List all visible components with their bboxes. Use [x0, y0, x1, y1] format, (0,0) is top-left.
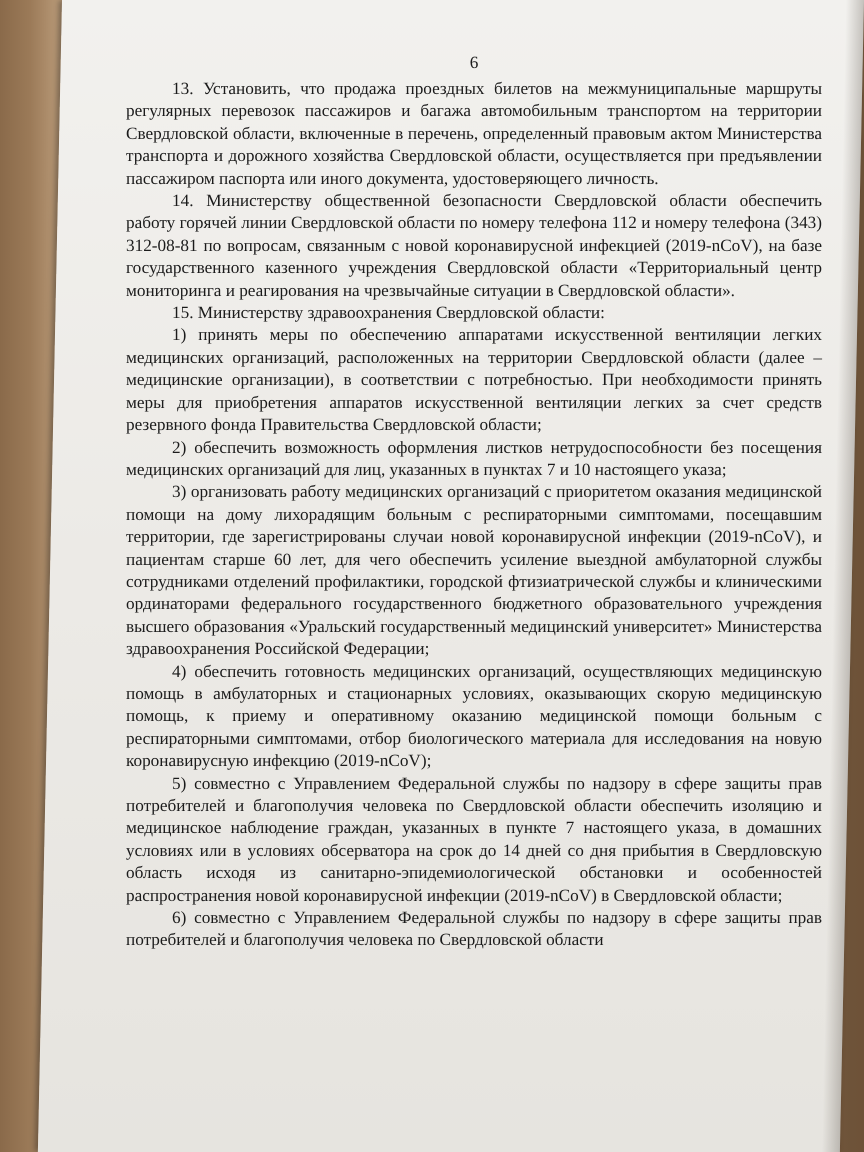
subitem-6: 6) совместно с Управлением Федеральной службы по надзору в сфере защиты прав потребителей и благополучия человека по Свердловской области [126, 908, 822, 950]
document-body [126, 52, 822, 952]
subitem-3: 3) организовать работу медицинских организаций с приоритетом оказания медицинской помощи на дому лихорадящим больным с респираторными симптомами, посещавшим территории, где зарегистрированы случаи новой коронавирусной инфекции (2019-nCoV), и пациентам старше 60 лет, для чего обеспечить усиление выездной амбулаторной службы сотрудниками отделений профилактики, городской фтизиатрической службы и клиническими ординаторами федерального государственного бюджетного образовательного учреждения высшего образования «Уральский государственный медицинский университет» Министерства здравоохранения Российской Федерации; [126, 482, 822, 659]
paragraph-14: 14. Министерству общественной безопасности Свердловской области обеспечить работу горячей линии Свердловской области по номеру телефона 112 и номеру телефона (343) 312-08-81 по вопросам, связанным с новой коронавирусной инфекцией (2019-nCoV), на базе государственного казенного учреждения Свердловской области «Территориальный центр мониторинга и реагирования на чрезвычайные ситуации в Свердловской области». [126, 191, 822, 300]
subitem-2: 2) обеспечить возможность оформления листков нетрудоспособности без посещения медицинских организаций для лиц, указанных в пунктах 7 и 10 настоящего указа; [126, 437, 822, 479]
paragraph-13: 13. Установить, что продажа проездных билетов на межмуниципальные маршруты регулярных перевозок пассажиров и багажа автомобильным транспортом на территории Свердловской области, включенные в перечень, определенный правовым актом Министерства транспорта и дорожного хозяйства Свердловской области, осуществляется при предъявлении пассажиром паспорта или иного документа, удостоверяющего личность. [126, 79, 822, 188]
paragraph-15: 15. Министерству здравоохранения Свердловской области: [172, 303, 605, 323]
subitem-4: 4) обеспечить готовность медицинских организаций, осуществляющих медицинскую помощь в амбулаторных и стационарных условиях, оказывающих скорую медицинскую помощь, к приему и оперативному оказанию медицинской помощи больным с респираторными симптомами, отбор биологического материала для исследования на новую коронавирусную инфекцию (2019-nCoV); [126, 661, 822, 771]
page-number: 6 [469, 53, 479, 72]
subitem-5: 5) совместно с Управлением Федеральной службы по надзору в сфере защиты прав потребителей и благополучия человека по Свердловской области обеспечить изоляцию и медицинское наблюдение граждан, указанных в пункте 7 настоящего указа, в домашних условиях или в условиях обсерватора на срок до 14 дней со дня прибытия в Свердловскую область исходя из санитарно-эпидемиологической обстановки и особенностей распространения новой коронавирусной инфекции (2019-nCoV) в Свердловской области; [126, 773, 822, 905]
subitem-1: 1) принять меры по обеспечению аппаратами искусственной вентиляции легких медицинских организаций, расположенных на территории Свердловской области (далее – медицинские организации), в соответствии с потребностью. При необходимости принять меры для приобретения аппаратов искусственной вентиляции легких за счет средств резервного фонда Правительства Свердловской области; [126, 325, 822, 435]
